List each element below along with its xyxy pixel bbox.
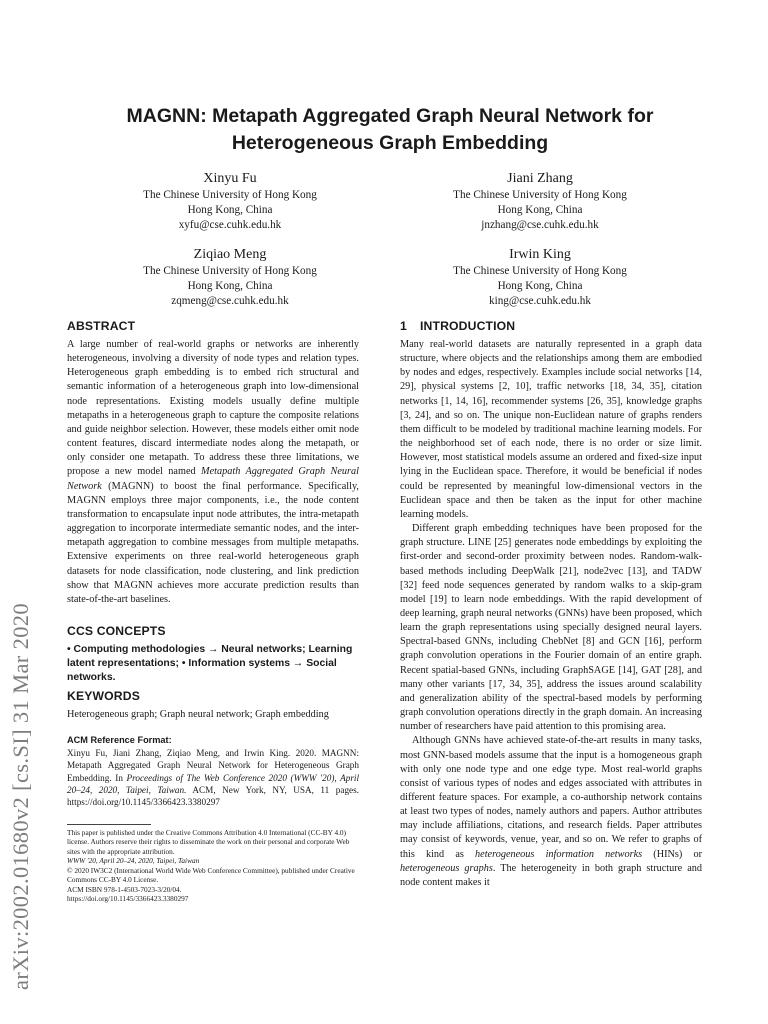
- license-line-1: This paper is published under the Creative Commons Attribution 4.0 International (CC-BY 4.0) license. Authors reserve their rights to disseminate the work on their personal and corporate Web sites with the appropriate attribution.: [67, 827, 350, 856]
- author-affiliation: The Chinese University of Hong Kong: [143, 265, 317, 277]
- abstract-heading: ABSTRACT: [67, 319, 136, 333]
- title-line-2: Heterogeneous Graph Embedding: [231, 132, 549, 154]
- ccs-heading: CCS CONCEPTS: [67, 623, 166, 638]
- author-affiliation: The Chinese University of Hong Kong: [453, 265, 627, 277]
- intro-heading: [400, 318, 702, 335]
- reference-part-2: ACM, New York, NY, USA, 11 pages. https://doi.org/10.1145/3366423.3380297: [67, 784, 359, 808]
- footnote-divider: [67, 824, 151, 825]
- author-location: Hong Kong, China: [187, 204, 273, 217]
- abstract-part-2: (MAGNN) to boost the final performance. Specifically, MAGNN employs three major components, i.e., the node content transformation to encapsulate input node attributes, the intra-metapath aggregation to incorporate intermediate semantic nodes, and the inter-metapath aggregation to combine messages from multiple metapaths. Extensive experiments on three real-world heterogeneous graph datasets for node classification, node clustering, and link prediction show that MAGNN achieves more accurate prediction results than state-of-the-art baselines.: [67, 480, 359, 605]
- author-block-4: [410, 245, 670, 310]
- author-name: Xinyu Fu: [203, 171, 257, 186]
- author-affiliation: The Chinese University of Hong Kong: [453, 189, 627, 201]
- abstract-part-1: A large number of real-world graphs or networks are inherently heterogeneous, involving a diversity of node types and relation types. Heterogeneous graph embedding is to embed rich structural and semantic information of a heterogeneous graph into low-dimensional node representations. Existing models usually define multiple metapaths in a heterogeneous graph to capture the composite relations and guide neighbor selection. However, these models either omit node content features, discard intermediate nodes along the metapath, or only consider one metapath. To address these three limitations, we propose a new model named: [67, 339, 359, 478]
- right-column: [400, 318, 702, 890]
- author-email: king@cse.cuhk.edu.hk: [489, 295, 591, 308]
- license-venue: WWW '20, April 20–24, 2020, Taipei, Taiwan: [67, 856, 200, 866]
- acm-reference-text: [67, 747, 359, 809]
- license-block: [67, 824, 359, 904]
- keywords-heading: KEYWORDS: [67, 688, 140, 703]
- intro-p3-italic-2: heterogeneous graphs: [400, 862, 493, 874]
- author-location: Hong Kong, China: [497, 204, 583, 217]
- author-name: Irwin King: [509, 247, 571, 262]
- intro-paragraph-3: [400, 734, 702, 890]
- author-affiliation: The Chinese University of Hong Kong: [143, 189, 317, 201]
- section-number: 1: [400, 319, 407, 333]
- author-block-2: [410, 169, 670, 234]
- license-line-5: https://doi.org/10.1145/3366423.3380297: [67, 894, 189, 904]
- intro-p3-part-2: (HINs) or: [653, 848, 703, 860]
- author-email: jnzhang@cse.cuhk.edu.hk: [481, 219, 599, 232]
- author-email: xyfu@cse.cuhk.edu.hk: [178, 219, 282, 232]
- author-email: zqmeng@cse.cuhk.edu.hk: [171, 295, 289, 308]
- intro-p3-part-1: Although GNNs have achieved state-of-the-art results in many tasks, most GNN-based models assume that the input is a homogeneous graph with only one node type and one edge type. Most real-world graphs consist of various types of nodes and edges associated with attributes in different feature spaces. For example, a co-authorship network contains at least two types of nodes, namely authors and papers. Author attributes may include affiliations, citations, and research fields. Paper attributes may consist of keywords, venue, year, and so on. We refer to graphs of this kind as: [400, 735, 702, 860]
- license-line-3: © 2020 IW3C2 (International World Wide Web Conference Committee), published under Creative Commons CC-BY 4.0 License.: [67, 865, 355, 885]
- author-block-3: [100, 245, 360, 310]
- author-location: Hong Kong, China: [497, 280, 583, 293]
- title-line-1: MAGNN: Metapath Aggregated Graph Neural Network for: [126, 105, 654, 127]
- author-location: Hong Kong, China: [187, 280, 273, 293]
- intro-p3-italic-1: heterogeneous information networks: [475, 848, 643, 860]
- section-title: INTRODUCTION: [420, 319, 516, 333]
- left-column: [67, 318, 359, 904]
- keywords-text: Heterogeneous graph; Graph neural network; Graph embedding: [67, 708, 329, 720]
- license-line-2: [67, 856, 359, 866]
- reference-venue: Proceedings of The Web Conference 2020 (WWW '20), April 20–24, 2020, Taipei, Taiwan.: [67, 772, 360, 795]
- abstract-text: [67, 338, 359, 607]
- intro-paragraph-1: Many real-world datasets are naturally represented in a graph data structure, where objects and the relationships among them are embodied by nodes and edges, respectively. Examples include social networks [14, 29], physical systems [2, 10], traffic networks [18, 34, 35], citation networks [1, 14, 16], recommender systems [26, 35], knowledge graphs [3, 24], and so on. The unique non-Euclidean nature of graphs renders them difficult to be modeled by traditional machine learning models. For the neighborhood set of each node, there is no order or size limit. However, most statistical models assume an ordered and fixed-size input lying in the Euclidean space. Therefore, it would be beneficial if nodes could be represented by meaningful low-dimensional vectors in the Euclidean space and then be taken as the input for other machine learning models.: [400, 339, 702, 520]
- abstract-model-name: Metapath Aggregated Graph Neural Network: [67, 466, 360, 492]
- ccs-text: • Computing methodologies → Neural networks; Learning latent representations; • Information systems → Social networks.: [67, 643, 353, 684]
- paper-title: [70, 103, 710, 157]
- acm-reference-heading: ACM Reference Format:: [67, 734, 172, 745]
- license-line-4: ACM ISBN 978-1-4503-7023-3/20/04.: [67, 884, 182, 894]
- arxiv-stamp-text: arXiv:2002.01680v2 [cs.SI] 31 Mar 2020: [8, 603, 33, 990]
- author-name: Ziqiao Meng: [193, 247, 267, 262]
- reference-part-1: Xinyu Fu, Jiani Zhang, Ziqiao Meng, and Irwin King. 2020. MAGNN: Metapath Aggregated Graph Neural Network for Heterogeneous Graph Embedding. In: [67, 747, 359, 783]
- intro-paragraph-2: Different graph embedding techniques have been proposed for the graph structure. LINE [25] generates node embeddings by exploiting the first-order and second-order proximity between nodes. Random-walk-based methods including DeepWalk [21], node2vec [13], and TADW [32] feed node sequences generated by random walks to a skip-gram model [19] to learn node embeddings. With the rapid development of deep learning, graph neural networks (GNNs) have been proposed, which learn the graph representations using specially designed neural layers. Spectral-based GNNs, including ChebNet [8] and GCN [16], perform graph convolution operations in the Fourier domain of an entire graph. Recent spatial-based GNNs, including GraphSAGE [14], GAT [28], and many other variants [17, 34, 35], address the issues around scalability and generalization ability of the spectral-based models by performing graph convolution operations directly in the graph domain. An increasing number of researchers have paid attention to this promising area.: [400, 523, 702, 733]
- intro-p3-part-3: . The heterogeneity in both graph structure and node content makes it: [400, 862, 702, 888]
- author-block-1: [100, 169, 360, 234]
- author-name: Jiani Zhang: [507, 171, 573, 186]
